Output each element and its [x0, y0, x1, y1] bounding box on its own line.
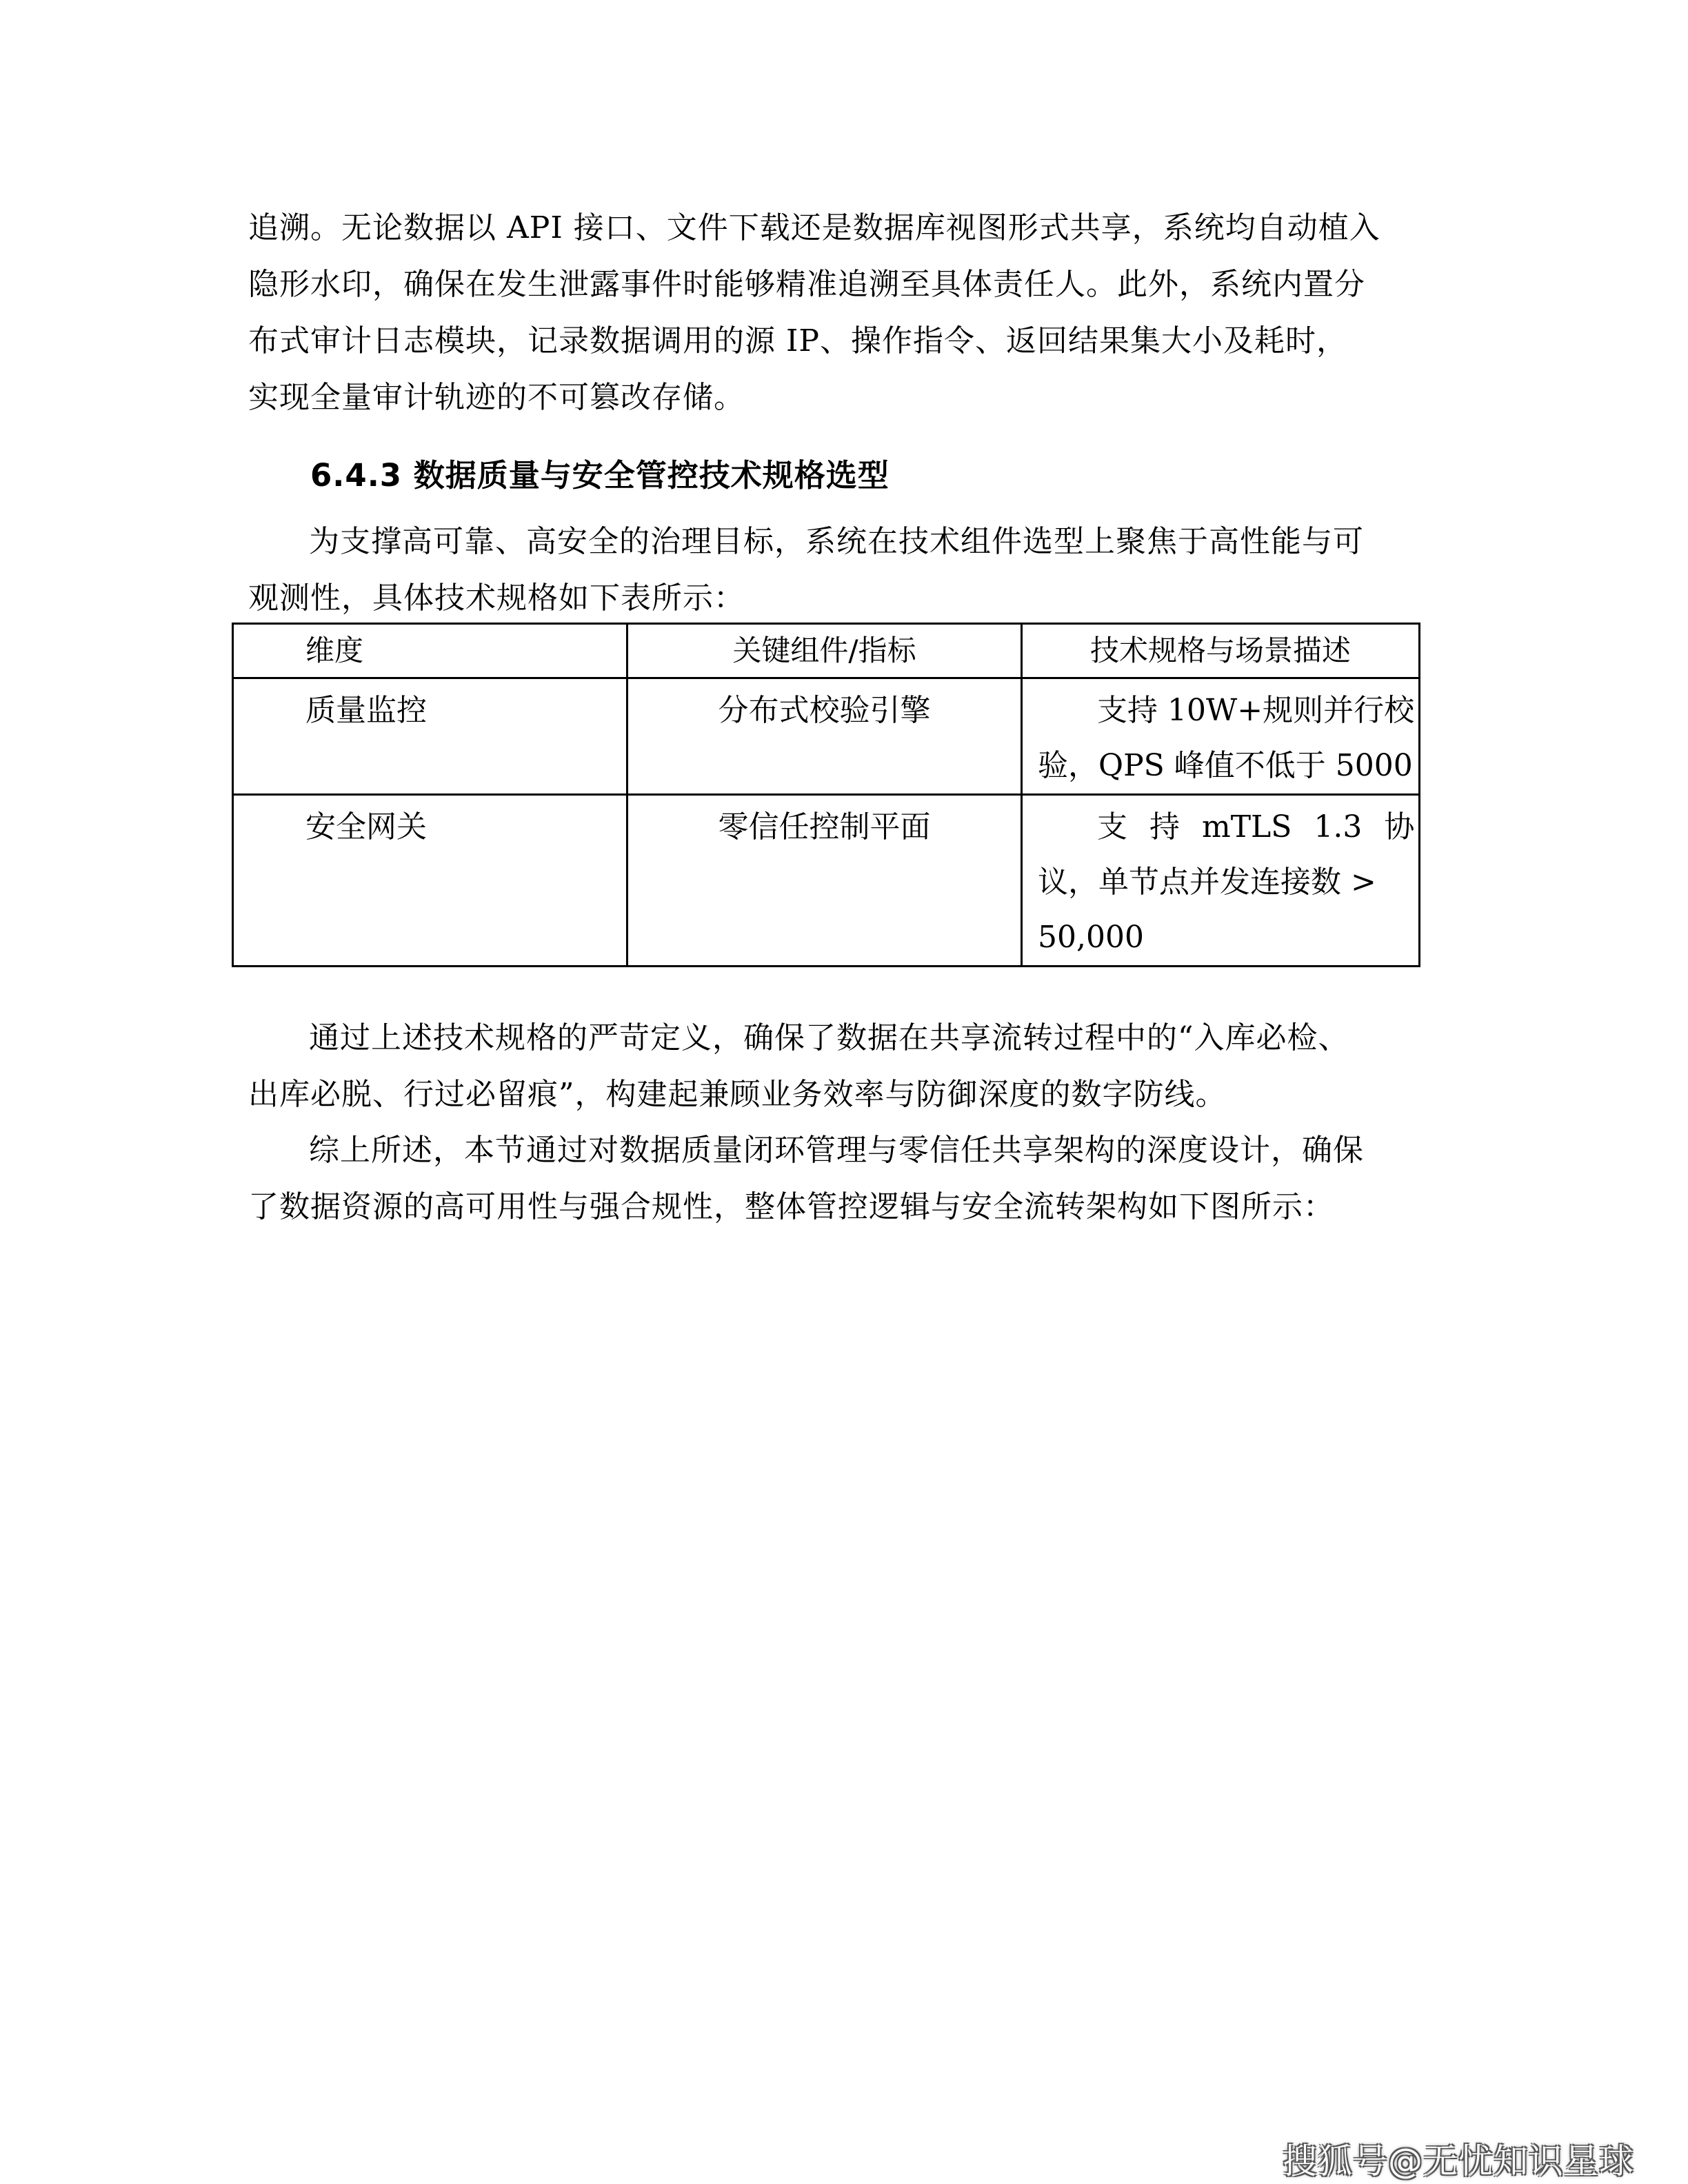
paragraph-table-intro: [248, 514, 1434, 627]
description-line: 支持 10W+规则并行校: [1097, 693, 1415, 728]
header-component: 关键组件/指标: [627, 624, 1022, 678]
spec-table: [232, 623, 1420, 967]
header-description: 技术规格与场景描述: [1022, 624, 1420, 678]
paragraph-spec-summary: [248, 1010, 1434, 1123]
paragraph-line: 观测性，具体技术规格如下表所示：: [248, 580, 745, 616]
paragraph-line: 布式审计日志模块，记录数据调用的源 IP、操作指令、返回结果集大小及耗时，: [248, 323, 1347, 358]
cell-dimension: 安全网关: [233, 795, 627, 967]
paragraph-line: 追溯。无论数据以 API 接口、文件下载还是数据库视图形式共享，系统均自动植入: [248, 210, 1380, 245]
watermark: 搜狐号@无忧知识星球: [1283, 2141, 1634, 2181]
paragraph-line: 出库必脱、行过必留痕”，构建起兼顾业务效率与防御深度的数字防线。: [248, 1077, 1227, 1112]
cell-description: [1022, 678, 1420, 795]
paragraph-line: 了数据资源的高可用性与强合规性，整体管控逻辑与安全流转架构如下图所示：: [248, 1189, 1334, 1224]
paragraph-line: 为支撑高可靠、高安全的治理目标，系统在技术组件选型上聚焦于高性能与可: [309, 524, 1364, 559]
description-line: 验，QPS 峰值不低于 5000: [1038, 748, 1413, 783]
header-dimension: 维度: [233, 624, 627, 678]
paragraph-conclusion: [248, 1122, 1434, 1235]
cell-component: 零信任控制平面: [627, 795, 1022, 967]
paragraph-line: 通过上述技术规格的严苛定义，确保了数据在共享流转过程中的“入库必检、: [309, 1020, 1349, 1055]
cell-description: [1022, 795, 1420, 967]
description-line: 议，单节点并发连接数 >: [1038, 865, 1376, 900]
paragraph-line: 隐形水印，确保在发生泄露事件时能够精准追溯至具体责任人。此外，系统内置分: [248, 267, 1365, 302]
table-row: [233, 795, 1420, 967]
table-header-row: [233, 624, 1420, 678]
table-row: [233, 678, 1420, 795]
section-heading: 6.4.3 数据质量与安全管控技术规格选型: [310, 457, 890, 494]
paragraph-line: 综上所述，本节通过对数据质量闭环管理与零信任共享架构的深度设计，确保: [309, 1133, 1364, 1168]
paragraph-line: 实现全量审计轨迹的不可篡改存储。: [248, 380, 745, 415]
cell-component: 分布式校验引擎: [627, 678, 1022, 795]
paragraph-audit-trace: [248, 200, 1434, 426]
description-line: 支 持 mTLS 1.3 协: [1097, 809, 1415, 845]
cell-dimension: 质量监控: [233, 678, 627, 795]
description-line: 50,000: [1038, 920, 1144, 955]
